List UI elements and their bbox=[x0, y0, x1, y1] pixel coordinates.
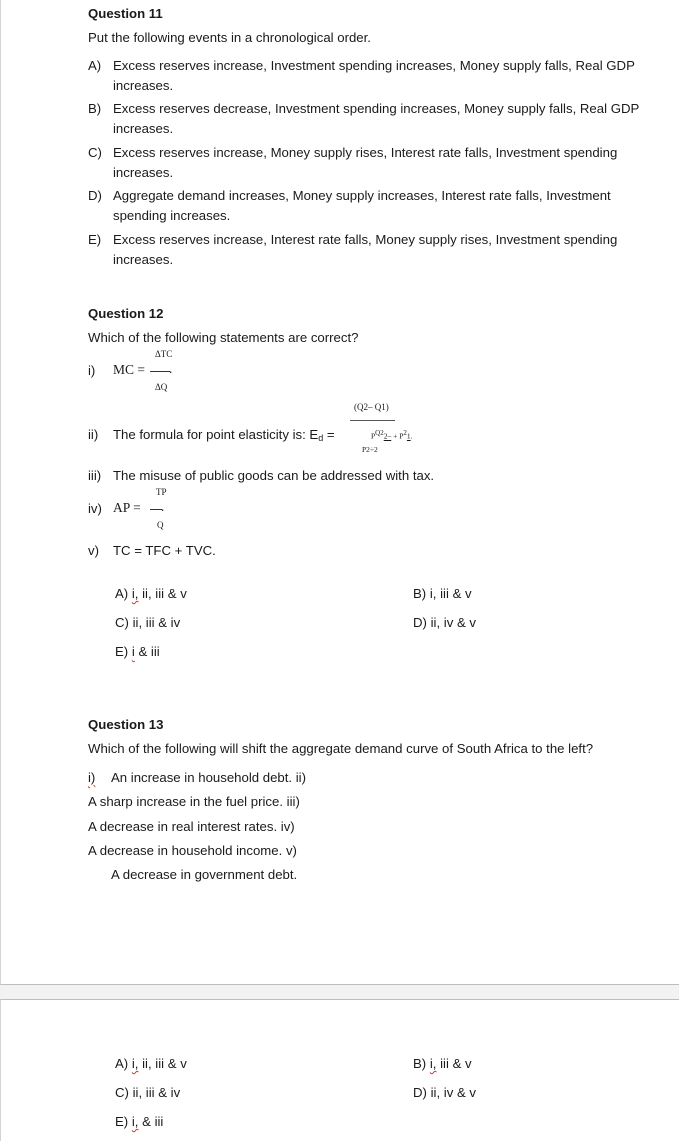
q13-answer-a-letter: A) bbox=[115, 1056, 129, 1071]
q13-answer-b-letter: B) bbox=[413, 1056, 427, 1071]
q13-answer-e-letter: E) bbox=[115, 1114, 129, 1129]
q12-answer-e-rest: & iii bbox=[134, 644, 160, 659]
q13-answer-a[interactable] bbox=[115, 1056, 187, 1071]
q12-answer-c[interactable]: C) ii, iii & iv bbox=[115, 615, 181, 630]
q12-elasticity-mid-p: P bbox=[371, 431, 376, 441]
q11-option-e-letter: E) bbox=[88, 232, 102, 247]
q12-mc-period: . bbox=[169, 361, 173, 376]
q12-elasticity-mid-sup2: 2 bbox=[403, 429, 407, 437]
q12-mc-fraction-bar bbox=[150, 371, 170, 372]
q12-answer-a-flagged: i, bbox=[131, 586, 139, 601]
q11-option-c-line2: increases. bbox=[113, 165, 174, 180]
q13-line-4: A decrease in household income. v) bbox=[88, 843, 297, 858]
q11-option-b-letter: B) bbox=[88, 101, 102, 116]
q12-statement-v-text: TC = TFC + TVC. bbox=[113, 543, 216, 558]
q11-option-d-line2: spending increases. bbox=[113, 208, 231, 223]
q12-statement-iii-text: The misuse of public goods can be addressed with tax. bbox=[113, 468, 435, 483]
q11-option-c-letter: C) bbox=[88, 145, 102, 160]
q12-elasticity-fraction-bar bbox=[350, 420, 395, 421]
q13-answer-e-rest: & iii bbox=[138, 1114, 164, 1129]
q12-statement-iii-number: iii) bbox=[88, 468, 102, 483]
q12-elasticity-middle bbox=[371, 429, 413, 441]
page-two bbox=[0, 999, 679, 1141]
q12-answer-e-flagged: i bbox=[131, 644, 135, 659]
q11-option-c-line1: Excess reserves increase, Money supply rises, Interest rate falls, Investment spending bbox=[113, 145, 618, 160]
q12-answer-e-letter: E) bbox=[115, 644, 129, 659]
q13-line-5: A decrease in government debt. bbox=[111, 867, 298, 882]
q11-option-b-line2: increases. bbox=[113, 121, 174, 136]
q12-mc-numerator: ΔTC bbox=[155, 349, 173, 359]
q12-answer-b[interactable]: B) i, iii & v bbox=[413, 586, 472, 601]
q13-answer-a-rest: ii, iii & v bbox=[138, 1056, 187, 1071]
q13-answer-c[interactable]: C) ii, iii & iv bbox=[115, 1085, 181, 1100]
q12-answer-a[interactable] bbox=[115, 586, 187, 601]
q13-line-2: A sharp increase in the fuel price. iii) bbox=[88, 794, 300, 809]
q13-answer-e-flagged: i, bbox=[131, 1114, 139, 1129]
q13-line-1: An increase in household debt. ii) bbox=[111, 770, 307, 785]
q11-option-d-letter: D) bbox=[88, 188, 102, 203]
q11-option-d-line1: Aggregate demand increases, Money supply increases, Interest rate falls, Investment bbox=[113, 188, 611, 203]
q11-option-e-line2: increases. bbox=[113, 252, 174, 267]
page-break bbox=[0, 985, 679, 999]
q12-elasticity-subscript: d bbox=[318, 433, 324, 443]
q11-option-a-line2: increases. bbox=[113, 78, 174, 93]
question-11-prompt: Put the following events in a chronological order. bbox=[88, 30, 371, 45]
q12-statement-i-number: i) bbox=[88, 363, 96, 378]
q12-ap-period: . bbox=[161, 499, 165, 514]
q11-option-a-line1: Excess reserves increase, Investment spending increases, Money supply falls, Real GDP bbox=[113, 58, 635, 73]
q12-statement-ii-number: ii) bbox=[88, 427, 99, 442]
question-13-title: Question 13 bbox=[88, 717, 164, 732]
q12-statement-v-number: v) bbox=[88, 543, 99, 558]
q12-elasticity-mid-plus: + P bbox=[391, 431, 404, 441]
q11-option-a-letter: A) bbox=[88, 58, 102, 73]
q12-elasticity-mid-tail2: 1 bbox=[406, 431, 411, 441]
q12-mc-lhs: MC = bbox=[113, 362, 145, 377]
q12-ap-denominator: Q bbox=[157, 520, 164, 530]
q12-elasticity-numerator: (Q2– Q1) bbox=[354, 402, 389, 412]
q12-answer-a-letter: A) bbox=[115, 586, 129, 601]
question-11-title: Question 11 bbox=[88, 6, 163, 21]
q13-line-3: A decrease in real interest rates. iv) bbox=[88, 819, 295, 834]
q12-ap-lhs: AP = bbox=[113, 500, 141, 515]
q13-answer-d[interactable]: D) ii, iv & v bbox=[413, 1085, 477, 1100]
q12-statement-iv-number: iv) bbox=[88, 501, 102, 516]
q13-answer-b[interactable] bbox=[413, 1056, 472, 1071]
question-12-title: Question 12 bbox=[88, 306, 164, 321]
q12-elasticity-label: The formula for point elasticity is: E bbox=[113, 427, 319, 442]
q12-mc-denominator: ΔQ bbox=[155, 382, 168, 392]
q12-answer-d[interactable]: D) ii, iv & v bbox=[413, 615, 477, 630]
q12-elasticity-equals: = bbox=[323, 427, 335, 442]
q13-answer-b-flagged: i, bbox=[429, 1056, 437, 1071]
q11-option-e-line1: Excess reserves increase, Interest rate falls, Money supply rises, Investment spending bbox=[113, 232, 618, 247]
q13-item-i-number: i) bbox=[88, 770, 96, 785]
q13-answer-e[interactable] bbox=[115, 1114, 163, 1129]
q12-answer-a-rest: ii, iii & v bbox=[138, 586, 187, 601]
q13-answer-a-flagged: i, bbox=[131, 1056, 139, 1071]
q12-statement-ii-text bbox=[113, 427, 335, 443]
q11-option-b-line1: Excess reserves decrease, Investment spending increases, Money supply falls, Real GDP bbox=[113, 101, 640, 116]
q12-elasticity-mid-tail: 2– bbox=[383, 431, 392, 441]
q12-elasticity-denominator: P2÷2 bbox=[362, 445, 378, 454]
q12-elasticity-period: . bbox=[410, 431, 413, 441]
q13-answer-b-rest: iii & v bbox=[436, 1056, 472, 1071]
question-12-prompt: Which of the following statements are correct? bbox=[88, 330, 359, 345]
q12-answer-e[interactable] bbox=[115, 644, 160, 659]
q12-elasticity-mid-sup: Q2 bbox=[375, 429, 384, 437]
question-13-prompt: Which of the following will shift the aggregate demand curve of South Africa to the left? bbox=[88, 741, 594, 756]
q12-ap-numerator: TP bbox=[156, 487, 167, 497]
